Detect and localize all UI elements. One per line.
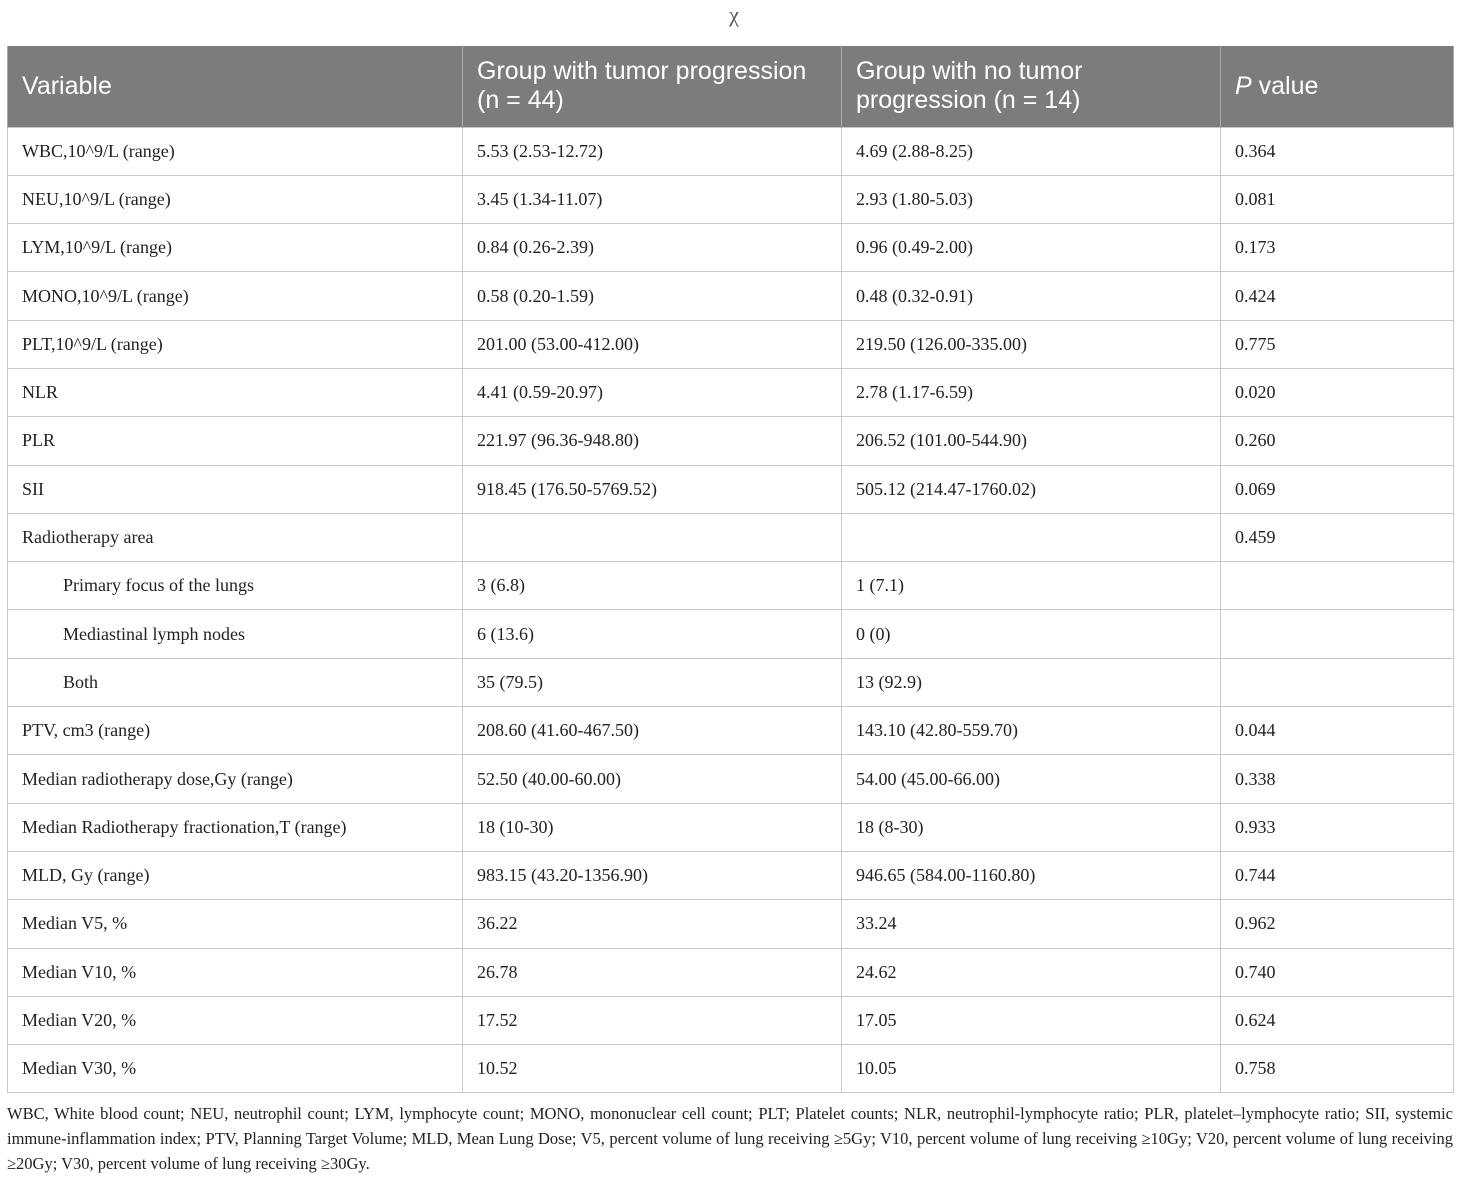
cell-p-value: 0.962 <box>1221 900 1454 948</box>
cell-progression: 36.22 <box>463 900 842 948</box>
cell-variable: SII <box>8 465 463 513</box>
cell-progression: 983.15 (43.20-1356.90) <box>463 851 842 899</box>
header-p-italic: P <box>1235 71 1252 100</box>
cell-no-progression <box>842 513 1221 561</box>
cell-variable: Primary focus of the lungs <box>8 562 463 610</box>
results-table <box>7 46 1454 1093</box>
table-footnote: WBC, White blood count; NEU, neutrophil count; LYM, lymphocyte count; MONO, mononuclear cell count; PLT; Platelet counts; NLR, neutrophil-lymphocyte ratio; PLR, platelet–lymphocyte ratio; SII, systemic immune-inflammation index; PTV, Planning Target Volume; MLD, Mean Lung Dose; V5, percent volume of lung receiving ≥5Gy; V10, percent volume of lung receiving ≥10Gy; V20, percent volume of lung receiving ≥20Gy; V30, percent volume of lung receiving ≥30Gy. <box>7 1104 1453 1173</box>
cell-variable: Median V20, % <box>8 996 463 1044</box>
table-row <box>8 513 1454 561</box>
cell-no-progression: 946.65 (584.00-1160.80) <box>842 851 1221 899</box>
cell-p-value: 0.081 <box>1221 175 1454 223</box>
table-row <box>8 1045 1454 1093</box>
cell-no-progression: 2.93 (1.80-5.03) <box>842 175 1221 223</box>
cell-variable: LYM,10^9/L (range) <box>8 224 463 272</box>
cell-no-progression: 0.96 (0.49-2.00) <box>842 224 1221 272</box>
cell-no-progression: 206.52 (101.00-544.90) <box>842 417 1221 465</box>
chi-symbol: χ <box>729 2 739 27</box>
cell-p-value: 0.364 <box>1221 127 1454 175</box>
cell-no-progression: 1 (7.1) <box>842 562 1221 610</box>
table-row <box>8 368 1454 416</box>
cell-p-value: 0.758 <box>1221 1045 1454 1093</box>
cell-p-value: 0.744 <box>1221 851 1454 899</box>
table-body <box>8 127 1454 1093</box>
header-group-progression: Group with tumor progression (n = 44) <box>463 46 842 127</box>
cell-p-value <box>1221 562 1454 610</box>
cell-progression: 17.52 <box>463 996 842 1044</box>
table-row <box>8 175 1454 223</box>
cell-p-value: 0.424 <box>1221 272 1454 320</box>
cell-variable: Median V5, % <box>8 900 463 948</box>
table-row <box>8 224 1454 272</box>
table-row <box>8 803 1454 851</box>
cell-progression: 208.60 (41.60-467.50) <box>463 707 842 755</box>
cell-p-value: 0.044 <box>1221 707 1454 755</box>
cell-no-progression: 143.10 (42.80-559.70) <box>842 707 1221 755</box>
header-group-no-progression: Group with no tumor progression (n = 14) <box>842 46 1221 127</box>
cell-no-progression: 33.24 <box>842 900 1221 948</box>
cell-variable: MONO,10^9/L (range) <box>8 272 463 320</box>
cell-variable: Radiotherapy area <box>8 513 463 561</box>
cell-progression: 26.78 <box>463 948 842 996</box>
header-p-value <box>1221 46 1454 127</box>
cell-progression: 0.84 (0.26-2.39) <box>463 224 842 272</box>
table-row <box>8 610 1454 658</box>
cell-p-value: 0.338 <box>1221 755 1454 803</box>
results-table-container <box>7 46 1453 1093</box>
cell-p-value: 0.624 <box>1221 996 1454 1044</box>
cell-variable: Both <box>8 658 463 706</box>
cell-progression: 201.00 (53.00-412.00) <box>463 320 842 368</box>
cell-no-progression: 17.05 <box>842 996 1221 1044</box>
cell-variable: Median V10, % <box>8 948 463 996</box>
table-row <box>8 465 1454 513</box>
table-header-row <box>8 46 1454 127</box>
cell-variable: WBC,10^9/L (range) <box>8 127 463 175</box>
cell-variable: NLR <box>8 368 463 416</box>
cell-variable: Mediastinal lymph nodes <box>8 610 463 658</box>
cell-no-progression: 0.48 (0.32-0.91) <box>842 272 1221 320</box>
table-row <box>8 658 1454 706</box>
cell-p-value: 0.740 <box>1221 948 1454 996</box>
header-variable: Variable <box>8 46 463 127</box>
table-row <box>8 272 1454 320</box>
cell-progression: 221.97 (96.36-948.80) <box>463 417 842 465</box>
header-p-rest: value <box>1251 71 1319 100</box>
cell-progression: 52.50 (40.00-60.00) <box>463 755 842 803</box>
cell-progression: 4.41 (0.59-20.97) <box>463 368 842 416</box>
cell-progression: 6 (13.6) <box>463 610 842 658</box>
cell-p-value: 0.933 <box>1221 803 1454 851</box>
cell-p-value: 0.459 <box>1221 513 1454 561</box>
cell-p-value: 0.069 <box>1221 465 1454 513</box>
cell-p-value: 0.260 <box>1221 417 1454 465</box>
cell-no-progression: 13 (92.9) <box>842 658 1221 706</box>
table-row <box>8 417 1454 465</box>
cell-p-value: 0.173 <box>1221 224 1454 272</box>
cell-progression: 35 (79.5) <box>463 658 842 706</box>
cell-no-progression: 0 (0) <box>842 610 1221 658</box>
cell-variable: NEU,10^9/L (range) <box>8 175 463 223</box>
cell-variable: MLD, Gy (range) <box>8 851 463 899</box>
cell-progression: 5.53 (2.53-12.72) <box>463 127 842 175</box>
cell-variable: Median Radiotherapy fractionation,T (range) <box>8 803 463 851</box>
cell-variable: Median V30, % <box>8 1045 463 1093</box>
cell-progression: 10.52 <box>463 1045 842 1093</box>
cell-variable: Median radiotherapy dose,Gy (range) <box>8 755 463 803</box>
cell-variable: PLT,10^9/L (range) <box>8 320 463 368</box>
cell-progression: 918.45 (176.50-5769.52) <box>463 465 842 513</box>
cell-progression: 3 (6.8) <box>463 562 842 610</box>
cell-progression: 3.45 (1.34-11.07) <box>463 175 842 223</box>
table-row <box>8 562 1454 610</box>
cell-p-value: 0.775 <box>1221 320 1454 368</box>
cell-p-value <box>1221 658 1454 706</box>
cell-variable: PTV, cm3 (range) <box>8 707 463 755</box>
cell-no-progression: 10.05 <box>842 1045 1221 1093</box>
table-row <box>8 851 1454 899</box>
table-row <box>8 127 1454 175</box>
table-row <box>8 755 1454 803</box>
table-row <box>8 948 1454 996</box>
cell-no-progression: 505.12 (214.47-1760.02) <box>842 465 1221 513</box>
cell-variable: PLR <box>8 417 463 465</box>
cell-progression: 0.58 (0.20-1.59) <box>463 272 842 320</box>
cell-no-progression: 24.62 <box>842 948 1221 996</box>
cell-p-value <box>1221 610 1454 658</box>
cell-no-progression: 219.50 (126.00-335.00) <box>842 320 1221 368</box>
cell-no-progression: 54.00 (45.00-66.00) <box>842 755 1221 803</box>
cell-p-value: 0.020 <box>1221 368 1454 416</box>
table-row <box>8 707 1454 755</box>
cell-progression: 18 (10-30) <box>463 803 842 851</box>
cell-no-progression: 4.69 (2.88-8.25) <box>842 127 1221 175</box>
cell-progression <box>463 513 842 561</box>
cell-no-progression: 18 (8-30) <box>842 803 1221 851</box>
table-row <box>8 996 1454 1044</box>
table-row <box>8 320 1454 368</box>
cell-no-progression: 2.78 (1.17-6.59) <box>842 368 1221 416</box>
table-row <box>8 900 1454 948</box>
